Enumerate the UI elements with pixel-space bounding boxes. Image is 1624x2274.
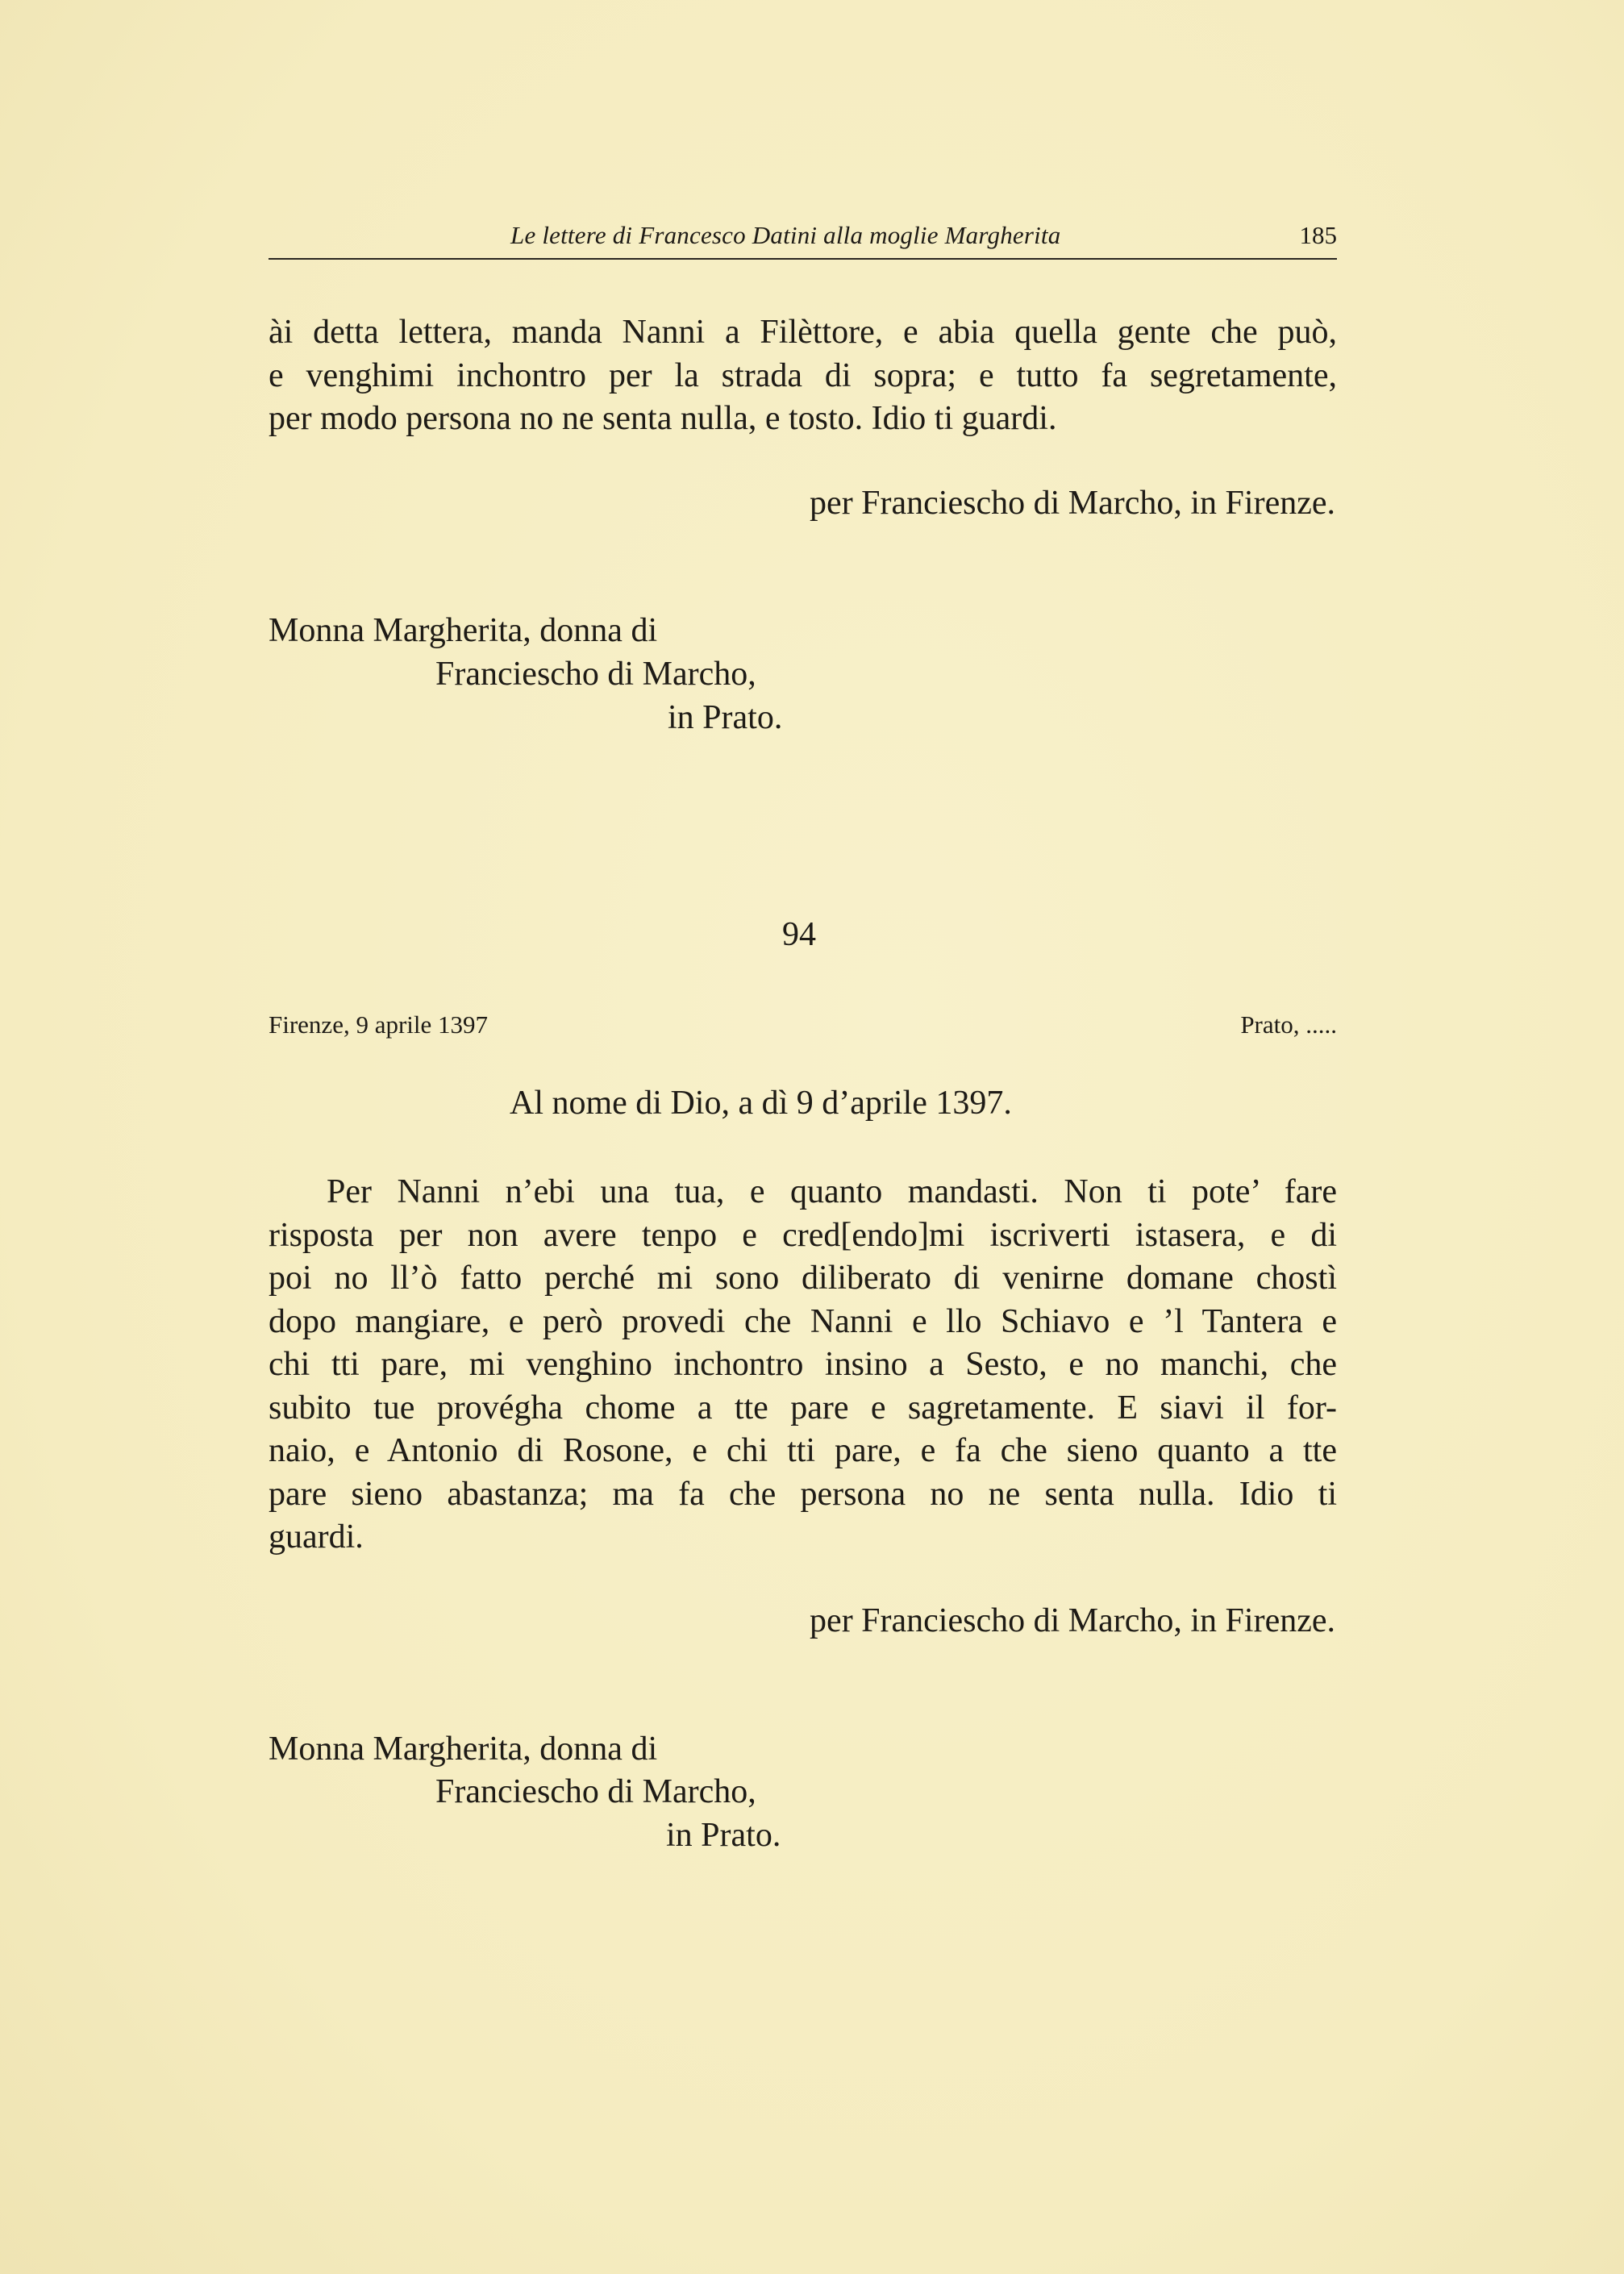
letter-invocation: Al nome di Dio, a dì 9 d’aprile 1397. — [510, 1085, 1012, 1122]
body-line: subito tue provégha chome a tte pare e sagretamente. E siavi il for- — [269, 1389, 1337, 1426]
page-number: 185 — [1299, 221, 1337, 249]
body-line: Per Nanni n’ebi una tua, e quanto mandasti. Non ti pote’ fare — [327, 1173, 1337, 1210]
letter-93-address-line-2: Franciescho di Marcho, — [435, 656, 756, 693]
body-line: dopo mangiare, e però provedi che Nanni e llo Schiavo e ’l Tantera e — [269, 1302, 1337, 1340]
body-line: e venghimi inchontro per la strada di sopra; e tutto fa segretamente, — [269, 356, 1337, 394]
letter-94-address-line-3: in Prato. — [666, 1817, 781, 1854]
letter-94-body — [269, 1171, 1337, 1560]
letter-destination: Prato, ..... — [1240, 1010, 1337, 1039]
running-head — [269, 218, 1337, 260]
body-line: guardi. — [269, 1518, 364, 1556]
body-line: chi tti pare, mi venghino inchontro insino a Sesto, e no manchi, che — [269, 1346, 1337, 1383]
body-line: ài detta lettera, manda Nanni a Filèttore, e abia quella gente che può, — [269, 314, 1337, 351]
letter-94-address-line-1: Monna Margherita, donna di — [269, 1730, 658, 1768]
letter-93-address-line-1: Monna Margherita, donna di — [269, 612, 658, 649]
body-line: risposta per non avere tenpo e cred[endo]mi iscriverti istasera, e di — [269, 1216, 1337, 1254]
body-line: per modo persona no ne senta nulla, e tosto. Idio ti guardi. — [269, 400, 1057, 437]
letter-94-address-line-2: Franciescho di Marcho, — [435, 1773, 756, 1810]
letter-94-signature: per Franciescho di Marcho, in Firenze. — [810, 1602, 1335, 1639]
running-title: Le lettere di Francesco Datini alla moglie Margherita — [510, 221, 1061, 249]
letter-93-body — [269, 311, 1337, 441]
body-line: naio, e Antonio di Rosone, e chi tti pare, e fa che sieno quanto a tte — [269, 1432, 1337, 1469]
letter-93-address-line-3: in Prato. — [668, 699, 783, 736]
body-line: pare sieno abastanza; ma fa che persona no ne senta nulla. Idio ti — [269, 1475, 1337, 1513]
letter-origin: Firenze, 9 aprile 1397 — [269, 1010, 489, 1039]
body-line: poi no ll’ò fatto perché mi sono diliberato di venirne domane chostì — [269, 1260, 1337, 1297]
letter-number: 94 — [782, 916, 816, 953]
letter-93-signature: per Franciescho di Marcho, in Firenze. — [810, 485, 1335, 522]
